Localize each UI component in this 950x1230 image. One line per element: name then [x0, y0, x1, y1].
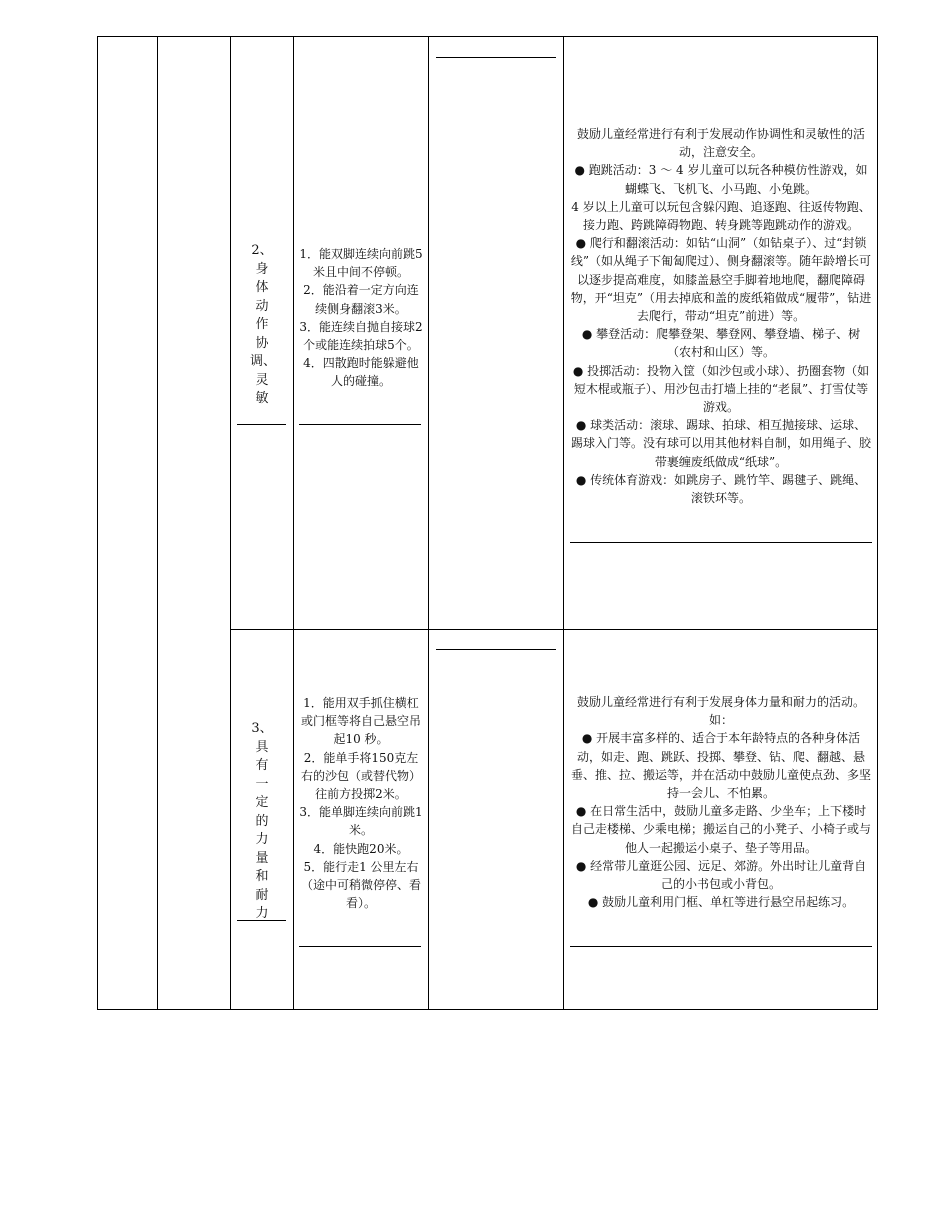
goal-label-2: 3、具有一定的力量和耐力: [251, 721, 273, 921]
suggestion-item: ● 经常带儿童逛公园、远足、郊游。外出时让儿童背自己的小书包或小背包。: [575, 858, 867, 892]
column-divider: [563, 36, 564, 1010]
suggestion-item: ● 投掷活动：投物入筐（如沙包或小球）、扔圈套物（如短木棍或瓶子）、用沙包击打墙上挂的“老鼠”、打雪仗等游戏。: [572, 363, 870, 415]
suggestion-underline: [570, 542, 872, 543]
suggestion-item: ● 传统体育游戏：如跳房子、跳竹竿、踢毽子、跳绳、滚铁环等。: [575, 472, 867, 506]
reference-item: 2．能沿着一定方向连续侧身翻滚3米。: [303, 283, 419, 316]
column-divider: [230, 36, 231, 1010]
reference-item: 5．能行走1 公里左右（途中可稍微停停、看看）。: [300, 859, 421, 911]
reference-underline: [299, 946, 421, 947]
reference-items-2: [298, 694, 424, 912]
reference-item: 3．能连续自抛自接球2个或能连续拍球5个。: [299, 319, 423, 353]
suggestion-item: ● 在日常生活中，鼓励儿童多走路、少坐车；上下楼时自己走楼梯、少乘电梯；搬运自己的小凳子、小椅子或与他人一起搬运小桌子、垫子等用品。: [570, 804, 871, 855]
suggestion-item: ● 跑跳活动：3 ～ 4 岁儿童可以玩各种模仿性游戏，如蝴蝶飞、飞机飞、小马跑、小兔跳。: [574, 163, 868, 196]
suggestion-item: ● 开展丰富多样的、适合于本年龄特点的各种身体活动，如走、跑、跳跃、投掷、攀登、钻、爬、翻越、悬垂、推、拉、搬运等，并在活动中鼓励儿童使点劲、多坚持一会儿、不怕累。: [570, 731, 871, 801]
reference-item: 4．能快跑20米。: [313, 841, 409, 856]
reference-item: 1．能用双手抓住横杠或门框等将自己悬空吊起10 秒。: [300, 696, 421, 747]
suggestion-item: 鼓励儿童经常进行有利于发展身体力量和耐力的活动。如：: [576, 695, 865, 728]
column-divider: [428, 36, 429, 1010]
blank-underline: [436, 57, 556, 58]
suggestion-item: 鼓励儿童经常进行有利于发展动作协调性和灵敏性的活动，注意安全。: [576, 127, 865, 160]
column-divider: [157, 36, 158, 1010]
blank-underline: [436, 649, 556, 650]
suggestion-item: 4 岁以上儿童可以玩包含躲闪跑、追逐跑、往返传物跑、接力跑、跨跳障碍物跑、转身跳等跑跳动作的游戏。: [571, 199, 871, 233]
suggestions-2: [570, 693, 872, 911]
goal-underline: [237, 424, 286, 425]
suggestion-underline: [570, 946, 872, 947]
suggestion-item: ● 球类活动：滚球、踢球、拍球、相互抛接球、运球、踢球入门等。没有球可以用其他材料自制，如用绳子、胶带裹缠废纸做成“纸球”。: [570, 418, 871, 469]
suggestion-item: ● 爬行和翻滚活动：如钻“山洞”（如钻桌子）、过“封锁线”（如从绳子下匍匐爬过）、侧身翻滚等。随年龄增长可以逐步提高难度，如膝盖悬空手脚着地地爬，翻爬障碍物，开“坦克”（用去掉底和盖的废纸箱做成“履带”，钻进去爬行，带动“坦克”前进）等。: [570, 236, 872, 324]
reference-items-1: [298, 245, 424, 391]
goal-underline: [237, 920, 286, 921]
row-divider: [230, 629, 878, 630]
reference-item: 4．四散跑时能躲避他人的碰撞。: [303, 356, 419, 389]
reference-item: 2．能单手将150克左右的沙包（或替代物）往前方投掷2米。: [300, 750, 421, 802]
goal-label-1: 2、身体动作协调、灵敏: [250, 243, 277, 406]
suggestions-1: [570, 125, 872, 507]
reference-underline: [299, 424, 421, 425]
reference-item: 3．能单脚连续向前跳1米。: [299, 805, 423, 838]
suggestion-item: ● 攀登活动：爬攀登架、攀登网、攀登墙、梯子、树（农村和山区）等。: [581, 327, 861, 360]
column-divider: [293, 36, 294, 1010]
reference-item: 1．能双脚连续向前跳5 米且中间不停顿。: [299, 247, 423, 280]
suggestion-item: ● 鼓励儿童利用门框、单杠等进行悬空吊起练习。: [587, 895, 855, 910]
